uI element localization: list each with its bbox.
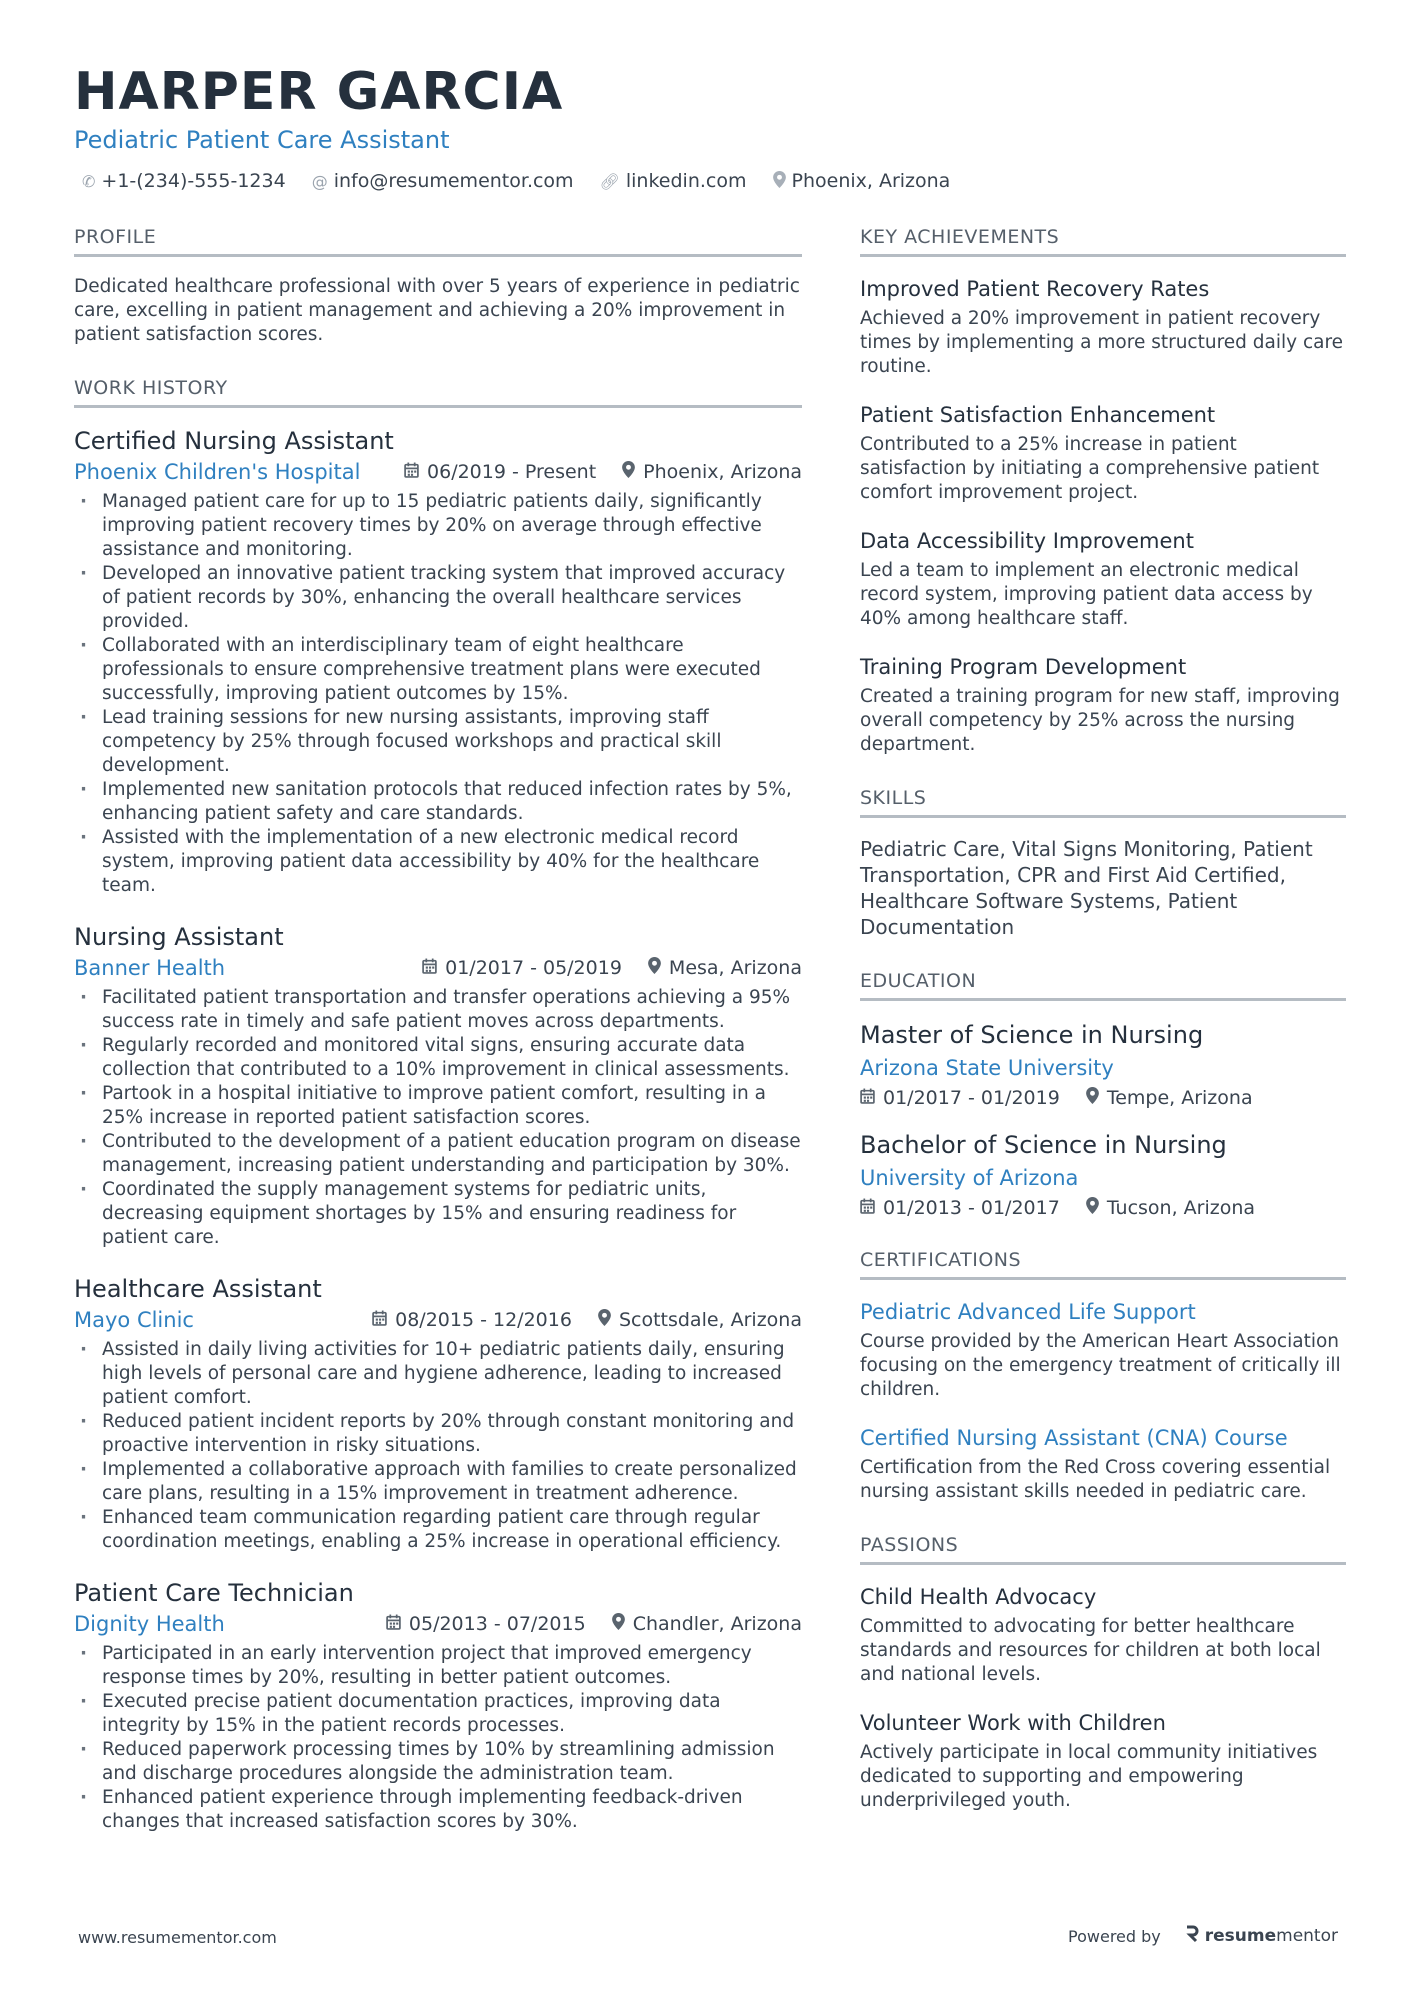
- job-dates-text: 06/2019 - Present: [427, 461, 597, 483]
- bullet-item: · Collaborated with an interdisciplinary team of eight healthcare professionals to ensure comprehensive treatment plans were executed successfully, improving patient outcomes by 15%.: [74, 634, 802, 706]
- education-heading: EDUCATION: [860, 970, 1346, 1001]
- job-meta: [74, 1612, 802, 1636]
- education-meta: [860, 1087, 1346, 1109]
- education-item: [860, 1129, 1346, 1219]
- candidate-role: Pediatric Patient Care Assistant: [74, 126, 450, 154]
- passion-title: Child Health Advocacy: [860, 1585, 1097, 1609]
- contact-bar: [74, 170, 1344, 192]
- calendar-icon: [386, 1614, 401, 1635]
- job-dates: [372, 1309, 572, 1331]
- calendar-icon: [860, 1088, 875, 1109]
- bullet-item: · Regularly recorded and monitored vital signs, ensuring accurate data collection that contributed to a 10% improvement in clinical assessments.: [74, 1034, 802, 1082]
- education-dates-text: 01/2017 - 01/2019: [883, 1087, 1060, 1109]
- bullet-item: · Implemented new sanitation protocols that reduced infection rates by 5%, enhancing patient safety and care standards.: [74, 778, 802, 826]
- profile-section: [74, 226, 802, 347]
- job-bullets: [74, 1338, 802, 1554]
- phone-text: +1-(234)-555-1234: [101, 170, 286, 192]
- education-dates: [860, 1197, 1060, 1219]
- job-title: Certified Nursing Assistant: [74, 427, 394, 455]
- achievements-section: [860, 226, 1346, 757]
- bullet-item: · Coordinated the supply management systems for pediatric units, decreasing equipment shortages by 15% and ensuring readiness for patient care.: [74, 1178, 802, 1250]
- job-location: [612, 1613, 802, 1635]
- powered-by-text: Powered by: [1068, 1926, 1161, 1946]
- job-bullets: [74, 986, 802, 1250]
- company-name: Dignity Health: [74, 1612, 225, 1636]
- job-location: [622, 461, 802, 483]
- resume-header: [74, 62, 1344, 192]
- bullet-item: · Facilitated patient transportation and transfer operations achieving a 95% success rate in timely and safe patient moves across departments.: [74, 986, 802, 1034]
- job-dates: [386, 1613, 586, 1635]
- education-location: [1086, 1197, 1255, 1219]
- skills-heading: SKILLS: [860, 787, 1346, 818]
- education-dates-text: 01/2013 - 01/2017: [883, 1197, 1060, 1219]
- job-meta: [74, 460, 802, 484]
- job-location: [648, 957, 802, 979]
- certification-list: [860, 1298, 1346, 1504]
- candidate-name: HARPER GARCIA: [74, 62, 564, 122]
- email-text: info@resumementor.com: [333, 170, 574, 192]
- education-section: [860, 970, 1346, 1219]
- job-list: [74, 426, 802, 1834]
- job-location-text: Mesa, Arizona: [668, 957, 802, 979]
- school-name: Arizona State University: [860, 1056, 1114, 1080]
- job-dates: [422, 957, 622, 979]
- job-title: Nursing Assistant: [74, 923, 284, 951]
- achievement-item: [860, 653, 1346, 757]
- degree-title: Master of Science in Nursing: [860, 1021, 1204, 1049]
- passions-heading: PASSIONS: [860, 1534, 1346, 1565]
- bullet-item: · Partook in a hospital initiative to improve patient comfort, resulting in a 25% increase in reported patient satisfaction scores.: [74, 1082, 802, 1130]
- bullet-item: · Participated in an early intervention project that improved emergency response times by 20%, resulting in better patient outcomes.: [74, 1642, 802, 1690]
- bullet-item: · Contributed to the development of a patient education program on disease management, increasing patient understanding and participation by 30%.: [74, 1130, 802, 1178]
- work-history-section: [74, 377, 802, 1834]
- bullet-item: · Developed an innovative patient tracking system that improved accuracy of patient records by 30%, enhancing the overall healthcare services provided.: [74, 562, 802, 634]
- at-icon: @: [311, 171, 328, 191]
- location-text: Phoenix, Arizona: [791, 170, 951, 192]
- passion-item: [860, 1583, 1346, 1687]
- passion-text: Committed to advocating for better healthcare standards and resources for children at both local and national levels.: [860, 1616, 1321, 1685]
- certification-title: Certified Nursing Assistant (CNA) Course: [860, 1426, 1288, 1450]
- bullet-item: · Reduced patient incident reports by 20% through constant monitoring and proactive intervention in risky situations.: [74, 1410, 802, 1458]
- certification-text: Certification from the Red Cross covering essential nursing assistant skills needed in pediatric care.: [860, 1457, 1331, 1502]
- education-location-text: Tempe, Arizona: [1106, 1087, 1253, 1109]
- achievement-title: Training Program Development: [860, 655, 1187, 679]
- job-meta-right: [422, 957, 802, 979]
- bullet-item: · Reduced paperwork processing times by 10% by streamlining admission and discharge procedures alongside the administration team.: [74, 1738, 802, 1786]
- calendar-icon: [372, 1310, 387, 1331]
- certification-item: [860, 1424, 1346, 1504]
- passion-text: Actively participate in local community initiatives dedicated to supporting and empowering underprivileged youth.: [860, 1742, 1318, 1811]
- location-pin-icon: [773, 171, 786, 192]
- job-dates-text: 05/2013 - 07/2015: [408, 1613, 586, 1635]
- contact-location: [773, 170, 951, 192]
- achievements-heading: KEY ACHIEVEMENTS: [860, 226, 1346, 257]
- passion-item: [860, 1709, 1346, 1813]
- job-title: Healthcare Assistant: [74, 1275, 322, 1303]
- brand-rest: mentor: [1276, 1926, 1338, 1946]
- job-location: [598, 1309, 802, 1331]
- contact-phone[interactable]: [82, 170, 286, 192]
- brand-bold: resume: [1204, 1926, 1277, 1946]
- job-location-text: Phoenix, Arizona: [643, 461, 802, 483]
- achievement-title: Patient Satisfaction Enhancement: [860, 403, 1216, 427]
- education-dates: [860, 1087, 1060, 1109]
- achievement-item: [860, 275, 1346, 379]
- calendar-icon: [422, 958, 437, 979]
- degree-title: Bachelor of Science in Nursing: [860, 1131, 1227, 1159]
- job-title: Patient Care Technician: [74, 1579, 354, 1607]
- profile-text: Dedicated healthcare professional with over 5 years of experience in pediatric care, excelling in patient management and achieving a 20% improvement in patient satisfaction scores.: [74, 276, 800, 345]
- certifications-heading: CERTIFICATIONS: [860, 1249, 1346, 1280]
- job-meta: [74, 1308, 802, 1332]
- company-name: Mayo Clinic: [74, 1308, 194, 1332]
- contact-email[interactable]: [312, 170, 574, 192]
- school-name: University of Arizona: [860, 1166, 1079, 1190]
- job-dates-text: 01/2017 - 05/2019: [445, 957, 622, 979]
- company-name: Phoenix Children's Hospital: [74, 460, 361, 484]
- footer-branding: [1068, 1924, 1338, 1948]
- job-meta-right: [386, 1613, 802, 1635]
- bullet-item: · Executed precise patient documentation practices, improving data integrity by 15% in the patient records processes.: [74, 1690, 802, 1738]
- job-entry: [74, 1274, 802, 1554]
- job-location-text: Scottsdale, Arizona: [618, 1309, 802, 1331]
- brand-logo[interactable]: [1185, 1924, 1338, 1948]
- job-bullets: [74, 490, 802, 898]
- achievement-item: [860, 527, 1346, 631]
- achievement-text: Contributed to a 25% increase in patient satisfaction by initiating a comprehensive patient comfort improvement project.: [860, 434, 1320, 503]
- job-location-text: Chandler, Arizona: [632, 1613, 802, 1635]
- location-pin-icon: [598, 1309, 611, 1331]
- linkedin-text: linkedin.com: [625, 170, 747, 192]
- achievement-title: Data Accessibility Improvement: [860, 529, 1194, 553]
- location-pin-icon: [622, 461, 635, 483]
- profile-heading: PROFILE: [74, 226, 802, 257]
- education-item: [860, 1019, 1346, 1109]
- passions-section: [860, 1534, 1346, 1813]
- achievement-text: Achieved a 20% improvement in patient recovery times by implementing a more structured daily care routine.: [860, 308, 1344, 377]
- achievement-text: Led a team to implement an electronic medical record system, improving patient data access by 40% among healthcare staff.: [860, 560, 1313, 629]
- calendar-icon: [404, 462, 419, 483]
- job-meta: [74, 956, 802, 980]
- location-pin-icon: [648, 957, 661, 979]
- job-dates-text: 08/2015 - 12/2016: [395, 1309, 572, 1331]
- job-dates: [404, 461, 596, 483]
- education-list: [860, 1019, 1346, 1219]
- job-meta-right: [372, 1309, 802, 1331]
- location-pin-icon: [1086, 1197, 1099, 1219]
- achievement-title: Improved Patient Recovery Rates: [860, 277, 1210, 301]
- work-history-heading: WORK HISTORY: [74, 377, 802, 408]
- company-name: Banner Health: [74, 956, 226, 980]
- bullet-item: · Lead training sessions for new nursing assistants, improving staff competency by 25% through focused workshops and practical skill development.: [74, 706, 802, 778]
- passion-list: [860, 1583, 1346, 1813]
- bullet-item: · Enhanced patient experience through implementing feedback-driven changes that increased satisfaction scores by 30%.: [74, 1786, 802, 1834]
- left-column: [74, 226, 802, 1864]
- education-meta: [860, 1197, 1346, 1219]
- education-location: [1086, 1087, 1253, 1109]
- contact-linkedin[interactable]: [600, 170, 747, 192]
- job-entry: [74, 426, 802, 898]
- phone-icon: ✆: [82, 171, 96, 191]
- skills-text: Pediatric Care, Vital Signs Monitoring, Patient Transportation, CPR and First Aid Certified, Healthcare Software Systems, Patient Documentation: [860, 837, 1313, 939]
- link-icon: 🔗︎: [599, 171, 620, 191]
- certification-text: Course provided by the American Heart Association focusing on the emergency treatment of critically ill children.: [860, 1331, 1341, 1400]
- job-meta-right: [404, 461, 802, 483]
- job-bullets: [74, 1642, 802, 1834]
- location-pin-icon: [612, 1613, 625, 1635]
- job-entry: [74, 1578, 802, 1834]
- achievement-text: Created a training program for new staff, improving overall competency by 25% across the nursing department.: [860, 686, 1340, 755]
- right-column: [860, 226, 1346, 1843]
- bullet-item: · Assisted with the implementation of a new electronic medical record system, improving patient data accessibility by 40% for the healthcare team.: [74, 826, 802, 898]
- location-pin-icon: [1086, 1087, 1099, 1109]
- achievement-list: [860, 275, 1346, 757]
- education-location-text: Tucson, Arizona: [1106, 1197, 1256, 1219]
- bullet-item: · Implemented a collaborative approach with families to create personalized care plans, resulting in a 15% improvement in treatment adherence.: [74, 1458, 802, 1506]
- certification-item: [860, 1298, 1346, 1402]
- bullet-item: · Assisted in daily living activities for 10+ pediatric patients daily, ensuring high levels of personal care and hygiene adherence, leading to increased patient comfort.: [74, 1338, 802, 1410]
- calendar-icon: [860, 1198, 875, 1219]
- certification-title: Pediatric Advanced Life Support: [860, 1300, 1196, 1324]
- bullet-item: · Managed patient care for up to 15 pediatric patients daily, significantly improving patient recovery times by 20% on average through effective assistance and monitoring.: [74, 490, 802, 562]
- achievement-item: [860, 401, 1346, 505]
- bullet-item: · Enhanced team communication regarding patient care through regular coordination meetings, enabling a 25% increase in operational efficiency.: [74, 1506, 802, 1554]
- passion-title: Volunteer Work with Children: [860, 1711, 1166, 1735]
- skills-section: [860, 787, 1346, 940]
- job-entry: [74, 922, 802, 1250]
- certifications-section: [860, 1249, 1346, 1504]
- footer-website[interactable]: www.resumementor.com: [78, 1928, 277, 1947]
- brand-mark-icon: [1185, 1924, 1199, 1948]
